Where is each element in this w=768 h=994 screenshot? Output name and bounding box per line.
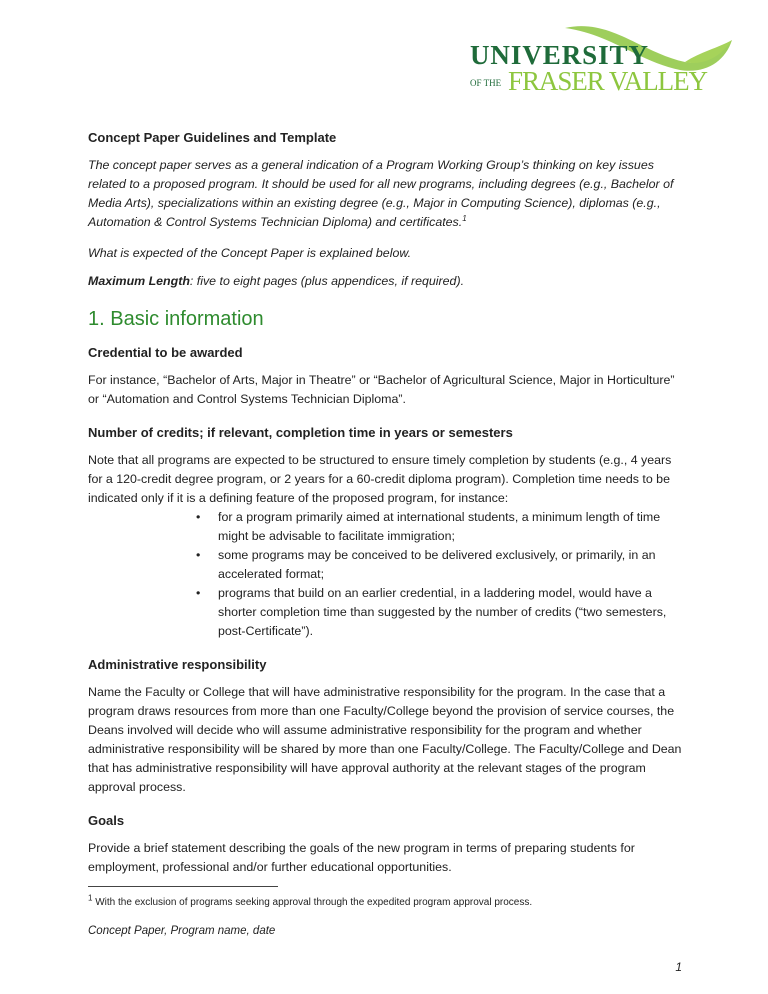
list-item: • some programs may be conceived to be delivered exclusively, or primarily, in an accelerated format;: [218, 546, 688, 584]
document-title: Concept Paper Guidelines and Template: [88, 130, 337, 145]
section-administrative: Administrative responsibility Name the Faculty or College that will have administrative responsibility for the program. In the case that a program draws resources from more than one Faculty/College beyond the provision of service courses, the Deans involved will decide who will assume administrative responsibility for the program and whether administrative responsibility will be shared by more than one Faculty/College. The Faculty/College and Dean that has administrative responsibility will have approval authority at the relevant stages of the program approval process.: [88, 657, 682, 794]
section-credential: Credential to be awarded For instance, “Bachelor of Arts, Major in Theatre” or “Bachelor of Agricultural Science, Major in Horticulture” or “Automation and Control Systems Technician Diploma”.: [88, 345, 675, 406]
max-length: Maximum Length: five to eight pages (plus appendices, if required).: [88, 274, 465, 288]
svg-text:OF THE: OF THE: [470, 78, 502, 88]
bullet-list: [88, 508, 688, 641]
svg-text:FRASER VALLEY: FRASER VALLEY: [508, 66, 708, 94]
list-item: • for a program primarily aimed at international students, a minimum length of time might be advisable to facilitate immigration;: [218, 508, 688, 546]
list-item: • programs that build on an earlier credential, in a laddering model, would have a shorter completion time than suggested by the number of credits (“two semesters, post-Certificate”).: [218, 584, 688, 641]
expected-paragraph: What is expected of the Concept Paper is explained below.: [88, 246, 412, 260]
university-logo: [470, 22, 740, 94]
section-heading: 1. Basic information: [88, 308, 264, 330]
section-credits: Number of credits; if relevant, completion time in years or semesters Note that all programs are expected to be structured to ensure timely completion by students (e.g., 4 years for a 120-credit degree program, or 2 years for a 60-credit diploma program). Completion time needs to be indicated only if it is a defining feature of the proposed program, for instance: • for a program primarily aimed at international students, a minimum length of time might be advisable to facilitate immigration; • some programs may be conceived to be delivered exclusively, or primarily, in an accelerated format; • programs that build on an earlier credential, in a laddering model, would have a shorter completion time than suggested by the number of credits (“two semesters, post-Certificate”).: [88, 423, 688, 641]
page-footer: Concept Paper, Program name, date: [88, 925, 276, 937]
svg-text:UNIVERSITY: UNIVERSITY: [470, 40, 648, 70]
section-goals: Goals Provide a brief statement describing the goals of the new program in terms of preparing students for employment, professional and/or further educational opportunities.: [88, 813, 635, 874]
footnote: $^1$ With the exclusion of programs seeking approval through the expedited program approval process.: [88, 893, 533, 908]
page-number: 1: [675, 960, 682, 974]
intro-paragraph: The concept paper serves as a general indication of a Program Working Group’s thinking on key issues related to a proposed program. It should be used for all new programs, including degrees (e.g., Bachelor of Media Arts), specializations within an existing degree (e.g., Major in Computing Science), diplomas (e.g., Automation & Control Systems Technician Diploma) and certificates.$^1$: [88, 158, 674, 229]
footnote-divider: [88, 886, 278, 887]
